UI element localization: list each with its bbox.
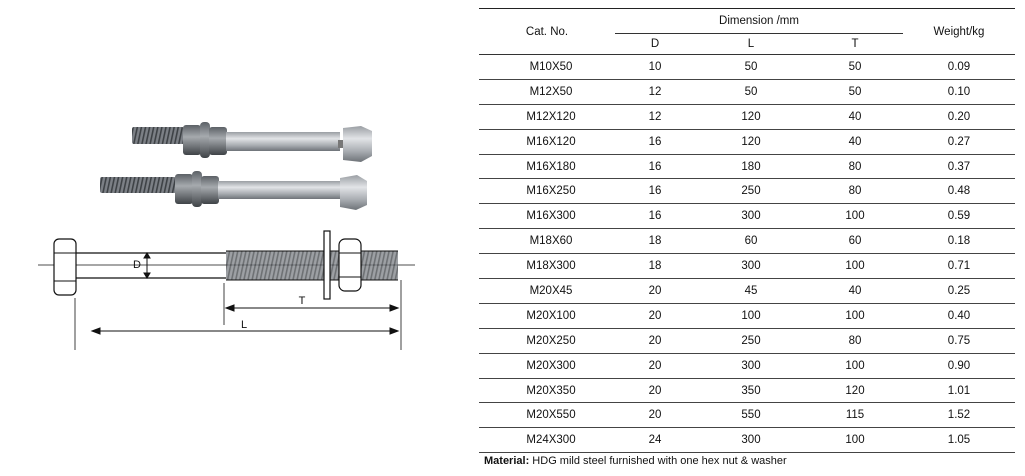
l-cell: 100 (695, 303, 807, 328)
cat-no-cell: M20X300 (479, 353, 615, 378)
cat-no-cell: M16X120 (479, 129, 615, 154)
l-cell: 120 (695, 129, 807, 154)
t-cell: 100 (807, 254, 903, 279)
cat-no-cell: M18X60 (479, 229, 615, 254)
technical-drawing (38, 231, 415, 350)
weight-cell: 0.48 (903, 179, 1015, 204)
l-cell: 250 (695, 328, 807, 353)
weight-cell: 0.25 (903, 279, 1015, 304)
t-cell: 100 (807, 428, 903, 453)
t-cell: 80 (807, 328, 903, 353)
d-cell: 20 (615, 353, 695, 378)
l-cell: 300 (695, 254, 807, 279)
weight-cell: 1.01 (903, 378, 1015, 403)
cat-no-cell: M16X300 (479, 204, 615, 229)
cat-no-cell: M18X300 (479, 254, 615, 279)
table-row (479, 279, 1015, 304)
table-row (479, 353, 1015, 378)
l-cell: 300 (695, 204, 807, 229)
t-cell: 40 (807, 104, 903, 129)
table-row (479, 254, 1015, 279)
spec-table (479, 8, 1015, 453)
table-row (479, 328, 1015, 353)
cat-no-cell: M16X250 (479, 179, 615, 204)
label-d: D (133, 259, 141, 271)
l-cell: 350 (695, 378, 807, 403)
weight-cell: 0.59 (903, 204, 1015, 229)
cat-no-cell: M16X180 (479, 154, 615, 179)
t-cell: 120 (807, 378, 903, 403)
table-row (479, 378, 1015, 403)
t-cell: 100 (807, 204, 903, 229)
l-cell: 180 (695, 154, 807, 179)
t-cell: 40 (807, 279, 903, 304)
header-dimension: Dimension /mm (615, 9, 903, 34)
weight-cell: 0.90 (903, 353, 1015, 378)
cat-no-cell: M20X350 (479, 378, 615, 403)
weight-cell: 0.37 (903, 154, 1015, 179)
cat-no-cell: M20X550 (479, 403, 615, 428)
d-cell: 16 (615, 204, 695, 229)
material-label: Material: (484, 455, 530, 467)
spec-table-body (479, 55, 1015, 453)
d-cell: 16 (615, 129, 695, 154)
weight-cell: 0.10 (903, 79, 1015, 104)
label-t: T (298, 295, 306, 307)
header-d: D (615, 34, 695, 55)
header-cat-no: Cat. No. (479, 9, 615, 55)
cat-no-cell: M24X300 (479, 428, 615, 453)
t-cell: 40 (807, 129, 903, 154)
weight-cell: 0.71 (903, 254, 1015, 279)
t-cell: 80 (807, 179, 903, 204)
cat-no-cell: M20X45 (479, 279, 615, 304)
cat-no-cell: M20X250 (479, 328, 615, 353)
weight-cell: 0.75 (903, 328, 1015, 353)
table-row (479, 403, 1015, 428)
weight-cell: 0.18 (903, 229, 1015, 254)
weight-cell: 1.05 (903, 428, 1015, 453)
d-cell: 18 (615, 229, 695, 254)
d-cell: 24 (615, 428, 695, 453)
cat-no-cell: M20X100 (479, 303, 615, 328)
d-cell: 10 (615, 55, 695, 80)
label-l: L (240, 319, 248, 331)
d-cell: 20 (615, 403, 695, 428)
t-cell: 80 (807, 154, 903, 179)
d-cell: 20 (615, 328, 695, 353)
t-cell: 100 (807, 303, 903, 328)
d-cell: 16 (615, 179, 695, 204)
header-weight: Weight/kg (903, 9, 1015, 55)
table-row (479, 428, 1015, 453)
table-row (479, 154, 1015, 179)
t-cell: 60 (807, 229, 903, 254)
table-row (479, 104, 1015, 129)
t-cell: 115 (807, 403, 903, 428)
header-l: L (695, 34, 807, 55)
bolt-photo-upper (132, 122, 372, 162)
l-cell: 300 (695, 428, 807, 453)
table-row (479, 179, 1015, 204)
spec-table-container (479, 8, 1015, 453)
l-cell: 50 (695, 79, 807, 104)
weight-cell: 1.52 (903, 403, 1015, 428)
table-row (479, 303, 1015, 328)
l-cell: 60 (695, 229, 807, 254)
header-t: T (807, 34, 903, 55)
l-cell: 50 (695, 55, 807, 80)
d-cell: 20 (615, 279, 695, 304)
table-row (479, 229, 1015, 254)
cat-no-cell: M12X50 (479, 79, 615, 104)
d-cell: 12 (615, 104, 695, 129)
table-row (479, 204, 1015, 229)
d-cell: 12 (615, 79, 695, 104)
cat-no-cell: M10X50 (479, 55, 615, 80)
table-row (479, 129, 1015, 154)
weight-cell: 0.40 (903, 303, 1015, 328)
bolt-photo-lower (100, 171, 367, 210)
cat-no-cell: M12X120 (479, 104, 615, 129)
d-cell: 16 (615, 154, 695, 179)
weight-cell: 0.09 (903, 55, 1015, 80)
table-row (479, 79, 1015, 104)
t-cell: 100 (807, 353, 903, 378)
d-cell: 18 (615, 254, 695, 279)
material-note (484, 455, 787, 467)
d-cell: 20 (615, 303, 695, 328)
table-row (479, 55, 1015, 80)
d-cell: 20 (615, 378, 695, 403)
l-cell: 120 (695, 104, 807, 129)
t-cell: 50 (807, 55, 903, 80)
l-cell: 250 (695, 179, 807, 204)
l-cell: 550 (695, 403, 807, 428)
l-cell: 300 (695, 353, 807, 378)
weight-cell: 0.27 (903, 129, 1015, 154)
l-cell: 45 (695, 279, 807, 304)
material-text: HDG mild steel furnished with one hex nut & washer (529, 455, 787, 467)
t-cell: 50 (807, 79, 903, 104)
weight-cell: 0.20 (903, 104, 1015, 129)
bolt-figure (0, 0, 470, 476)
